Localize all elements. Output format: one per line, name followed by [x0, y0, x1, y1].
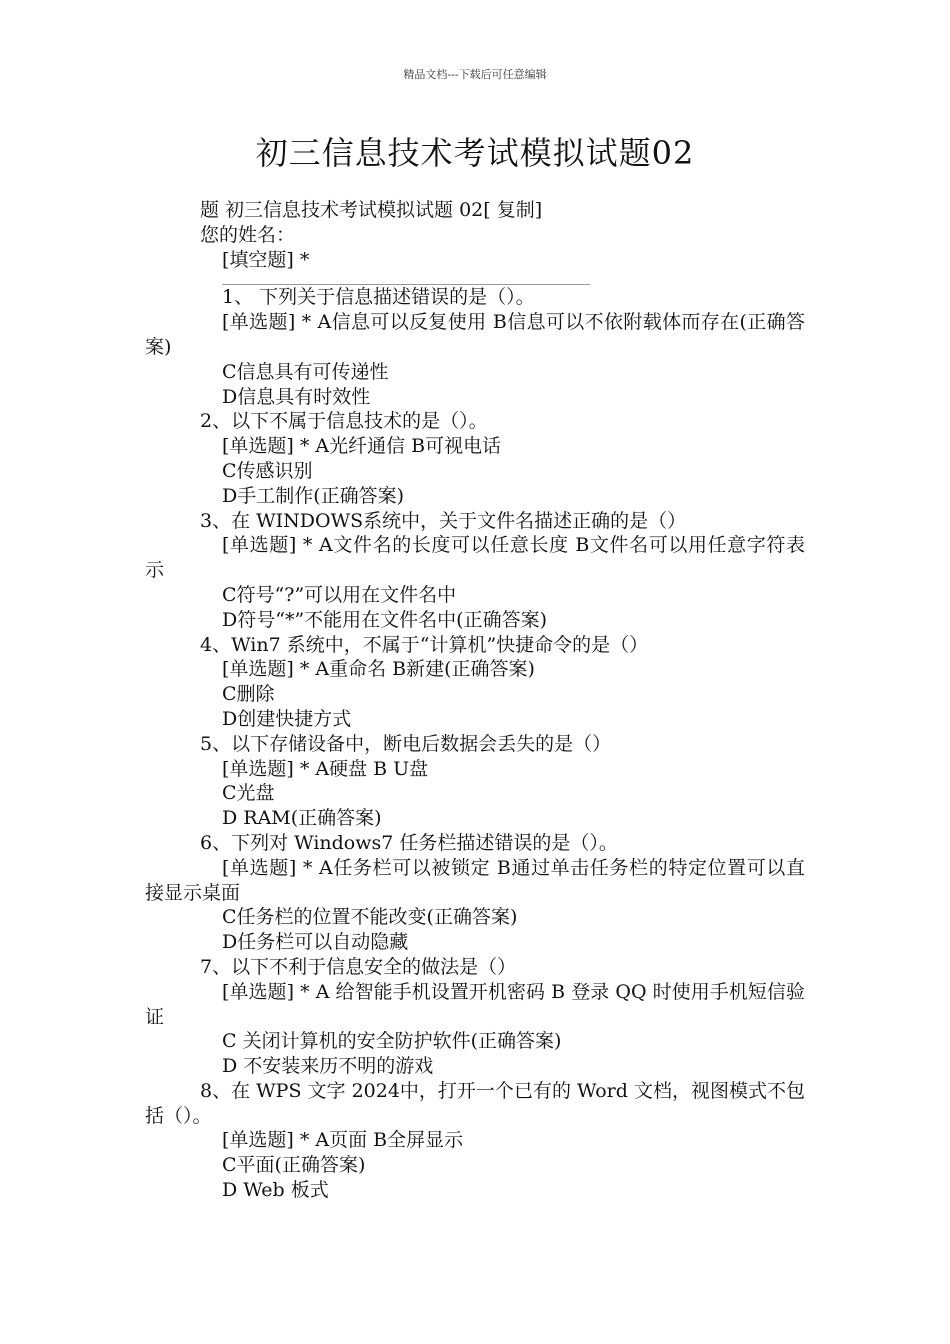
question-5-options-ab: [单选题] * A硬盘 B U盘 — [222, 757, 429, 780]
question-6-option-d: D任务栏可以自动隐藏 — [222, 931, 409, 954]
question-8-option-c: C平面(正确答案) — [222, 1154, 366, 1177]
question-6-options-ab: [单选题] * A任务栏可以被锁定 B通过单击任务栏的特定位置可以直接显示桌面 — [145, 856, 805, 904]
question-4: 4、Win7 系统中，不属于“计算机”快捷命令的是（） — [200, 633, 649, 656]
question-1: 1、 下列关于信息描述错误的是（）。 — [222, 286, 535, 309]
question-8-options-ab: [单选题] * A页面 B全屏显示 — [222, 1129, 464, 1152]
question-2-options-ab: [单选题] * A光纤通信 B可视电话 — [222, 435, 502, 458]
question-8: 8、在 WPS 文字 2024中，打开一个已有的 Word 文档，视图模式不包括（）。 — [145, 1079, 805, 1127]
question-7-option-d: D 不安装来历不明的游戏 — [222, 1055, 434, 1078]
question-5: 5、以下存储设备中，断电后数据会丢失的是（） — [200, 732, 612, 755]
question-5-option-d: D RAM(正确答案) — [222, 807, 382, 830]
question-1-option-c: C信息具有可传递性 — [222, 360, 389, 383]
survey-heading: 题 初三信息技术考试模拟试题 02[ 复制] — [200, 199, 543, 221]
question-4-options-ab: [单选题] * A重命名 B新建(正确答案) — [222, 658, 535, 681]
question-7-option-c: C 关闭计算机的安全防护软件(正确答案) — [222, 1030, 562, 1053]
question-3: 3、在 WINDOWS系统中，关于文件名描述正确的是（） — [200, 509, 687, 532]
question-3-option-c: C符号“?”可以用在文件名中 — [222, 583, 457, 606]
question-4-option-d: D创建快捷方式 — [222, 707, 352, 730]
question-1-options-ab: [单选题] * A信息可以反复使用 B信息可以不依附载体而存在(正确答案) — [145, 311, 805, 358]
fill-blank-tag: [填空题] * — [222, 248, 310, 271]
question-3-option-d: D符号“*”不能用在文件名中(正确答案) — [222, 608, 547, 631]
name-answer-line — [222, 272, 590, 285]
question-1-option-d: D信息具有时效性 — [222, 385, 371, 408]
question-5-option-c: C光盘 — [222, 782, 275, 805]
question-2-option-d: D手工制作(正确答案) — [222, 484, 405, 507]
question-8-option-d: D Web 板式 — [222, 1179, 329, 1202]
question-3-options-ab: [单选题] * A文件名的长度可以任意长度 B文件名可以用任意字符表示 — [145, 534, 805, 582]
document-title: 初三信息技术考试模拟试题02 — [255, 134, 695, 172]
question-6: 6、下列对 Windows7 任务栏描述错误的是（）。 — [200, 831, 618, 854]
question-7: 7、以下不利于信息安全的做法是（） — [200, 955, 517, 978]
question-2-option-c: C传感识别 — [222, 459, 313, 482]
question-4-option-c: C删除 — [222, 683, 275, 706]
document-body — [145, 198, 805, 1203]
question-2: 2、以下不属于信息技术的是（）。 — [200, 410, 488, 433]
question-7-options-ab: [单选题] * A 给智能手机设置开机密码 B 登录 QQ 时使用手机短信验证 — [145, 980, 805, 1028]
header-note: 精品文档---下载后可任意编辑 — [403, 68, 547, 81]
name-label: 您的姓名： — [200, 223, 296, 246]
question-6-option-c: C任务栏的位置不能改变(正确答案) — [222, 906, 518, 929]
